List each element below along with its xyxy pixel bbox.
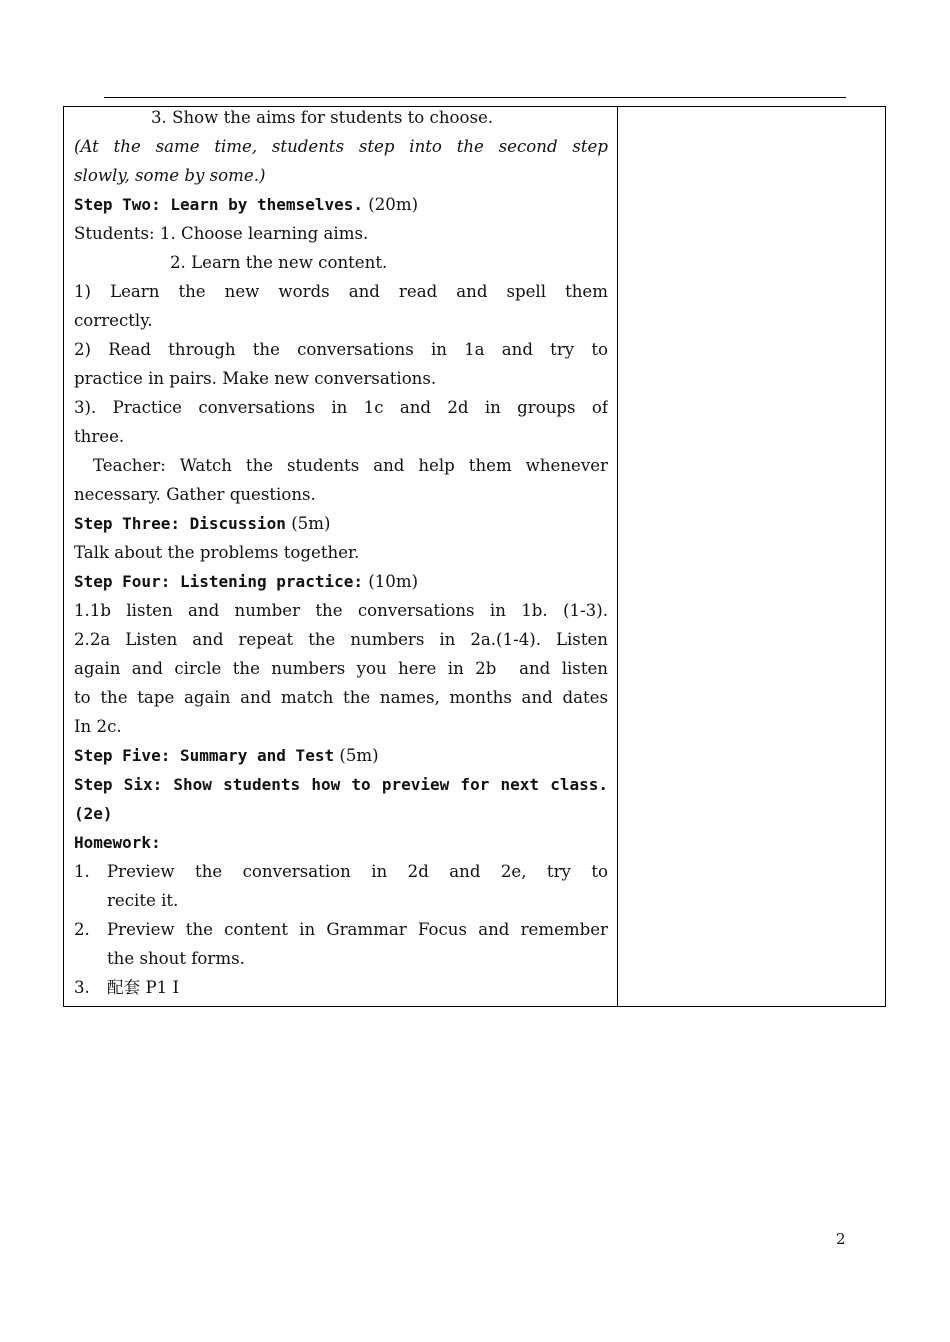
step-heading: Step Four: Listening practice: xyxy=(74,572,363,591)
text-line: Students: 1. Choose learning aims. xyxy=(74,224,369,243)
item-text: Preview the conversation in 2d and 2e, try to xyxy=(107,862,608,881)
step-duration: (20m) xyxy=(368,195,419,214)
item-number: 1. xyxy=(74,862,90,881)
step-heading: Step Six: Show students how to preview for next class. xyxy=(74,775,608,794)
text-line: to the tape again and match the names, months and dates xyxy=(74,688,608,707)
step-heading-line xyxy=(74,741,608,770)
text-line: 2. Learn the new content. xyxy=(170,253,388,272)
step-heading-line xyxy=(74,567,608,596)
item-text: Preview the content in Grammar Focus and remember xyxy=(107,920,608,939)
item-text: 配套 P1 Ⅰ xyxy=(107,978,180,997)
homework-item xyxy=(74,857,608,886)
step-heading-line xyxy=(74,509,608,538)
step-duration: (10m) xyxy=(368,572,419,591)
step-heading: (2e) xyxy=(74,804,113,823)
text-line: correctly. xyxy=(74,311,153,330)
item-number: 2. xyxy=(74,920,90,939)
text-line: (At the same time, students step into the second step xyxy=(74,137,608,156)
text-line: slowly, some by some.) xyxy=(74,166,266,185)
text-line: necessary. Gather questions. xyxy=(74,485,316,504)
table-column-divider xyxy=(617,106,618,1007)
step-heading: Step Three: Discussion xyxy=(74,514,286,533)
step-heading-line xyxy=(74,190,608,219)
text-line: recite it. xyxy=(107,891,179,910)
header-rule xyxy=(104,97,846,98)
text-line: 3. Show the aims for students to choose. xyxy=(151,108,494,127)
text-line: 2.2a Listen and repeat the numbers in 2a.(1-4). Listen xyxy=(74,630,608,649)
step-heading: Step Five: Summary and Test xyxy=(74,746,335,765)
text-line: again and circle the numbers you here in 2b and listen xyxy=(74,659,608,678)
text-line: 3). Practice conversations in 1c and 2d in groups of xyxy=(74,398,608,417)
step-duration: (5m) xyxy=(291,514,331,533)
homework-item xyxy=(74,915,608,944)
text-line: practice in pairs. Make new conversations. xyxy=(74,369,437,388)
text-line: Teacher: Watch the students and help them whenever xyxy=(93,456,608,475)
item-number: 3. xyxy=(74,978,90,997)
lesson-steps-cell xyxy=(74,103,608,1002)
text-line: three. xyxy=(74,427,125,446)
step-heading: Step Two: Learn by themselves. xyxy=(74,195,363,214)
homework-heading: Homework: xyxy=(74,833,161,852)
text-line: 1) Learn the new words and read and spell them xyxy=(74,282,608,301)
homework-item xyxy=(74,973,608,1002)
text-line: 1.1b listen and number the conversations in 1b. (1-3). xyxy=(74,601,608,620)
text-line: 2) Read through the conversations in 1a and try to xyxy=(74,340,608,359)
page-number: 2 xyxy=(836,1230,846,1248)
text-line: the shout forms. xyxy=(107,949,245,968)
text-line: In 2c. xyxy=(74,717,122,736)
step-duration: (5m) xyxy=(339,746,379,765)
text-line: Talk about the problems together. xyxy=(74,543,360,562)
